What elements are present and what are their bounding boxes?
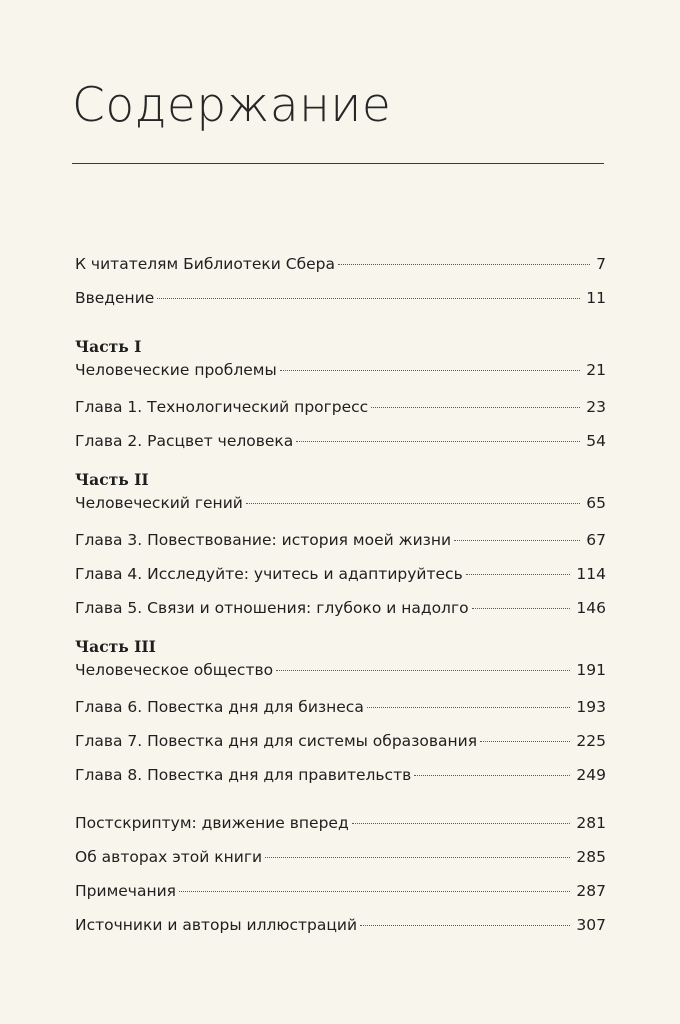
toc-page-number: 21 xyxy=(586,361,606,379)
toc-page-number: 225 xyxy=(576,732,606,750)
dot-leader xyxy=(179,891,570,892)
dot-leader xyxy=(246,503,580,504)
dot-leader xyxy=(454,540,580,541)
toc-entry-label: Глава 8. Повестка дня для правительств xyxy=(75,766,412,784)
title-divider xyxy=(72,163,604,164)
toc-page-number: 281 xyxy=(576,814,606,832)
toc-entry-label: Глава 2. Расцвет человека xyxy=(75,432,294,450)
table-of-contents xyxy=(75,252,606,937)
toc-entry-label: Человеческий гений xyxy=(75,494,243,512)
toc-entry-label: Человеческие проблемы xyxy=(75,361,277,379)
toc-page-number: 193 xyxy=(576,698,606,716)
toc-entry-label: Постскриптум: движение вперед xyxy=(75,814,349,832)
dot-leader xyxy=(276,670,570,671)
part-heading: Часть II xyxy=(75,470,149,489)
dot-leader xyxy=(296,441,580,442)
toc-entry-label: Глава 1. Технологический прогресс xyxy=(75,398,369,416)
toc-entry-label: Примечания xyxy=(75,882,176,900)
dot-leader xyxy=(265,857,570,858)
toc-entry-label: Об авторах этой книги xyxy=(75,848,263,866)
toc-entry[interactable] xyxy=(75,729,606,753)
part-heading: Часть I xyxy=(75,337,142,356)
toc-entry[interactable] xyxy=(75,429,606,453)
dot-leader xyxy=(371,407,580,408)
toc-page-number: 287 xyxy=(576,882,606,900)
toc-entry[interactable] xyxy=(75,845,606,869)
toc-page-number: 23 xyxy=(586,398,606,416)
toc-entry[interactable] xyxy=(75,286,606,310)
toc-entry-label: Глава 7. Повестка дня для системы образования xyxy=(75,732,478,750)
part-heading: Часть III xyxy=(75,637,156,656)
toc-page-number: 114 xyxy=(576,565,606,583)
page-title: Содержание xyxy=(72,78,392,133)
toc-entry[interactable] xyxy=(75,695,606,719)
toc-entry-label: К читателям Библиотеки Сбера xyxy=(75,255,336,273)
toc-part-title[interactable] xyxy=(75,658,606,682)
dot-leader xyxy=(414,775,570,776)
toc-entry-label: Глава 6. Повестка дня для бизнеса xyxy=(75,698,364,716)
dot-leader xyxy=(472,608,571,609)
toc-page-number: 307 xyxy=(576,916,606,934)
toc-entry[interactable] xyxy=(75,913,606,937)
toc-page-number: 146 xyxy=(576,599,606,617)
toc-entry[interactable] xyxy=(75,763,606,787)
toc-entry-label: Глава 4. Исследуйте: учитесь и адаптируйтесь xyxy=(75,565,463,583)
toc-entry-label: Человеческое общество xyxy=(75,661,274,679)
toc-page-number: 11 xyxy=(586,289,606,307)
toc-page-number: 7 xyxy=(596,255,606,273)
toc-part-title[interactable] xyxy=(75,491,606,515)
toc-entry-label: Глава 3. Повествование: история моей жизни xyxy=(75,531,452,549)
toc-entry-label: Введение xyxy=(75,289,155,307)
toc-page-number: 65 xyxy=(586,494,606,512)
dot-leader xyxy=(352,823,571,824)
toc-entry-label: Глава 5. Связи и отношения: глубоко и надолго xyxy=(75,599,469,617)
dot-leader xyxy=(367,707,571,708)
dot-leader xyxy=(480,741,570,742)
toc-entry[interactable] xyxy=(75,811,606,835)
dot-leader xyxy=(280,370,581,371)
toc-entry[interactable] xyxy=(75,562,606,586)
toc-entry[interactable] xyxy=(75,395,606,419)
dot-leader xyxy=(157,298,580,299)
toc-entry[interactable] xyxy=(75,879,606,903)
dot-leader xyxy=(360,925,570,926)
toc-entry[interactable] xyxy=(75,252,606,276)
toc-entry[interactable] xyxy=(75,528,606,552)
toc-page-number: 191 xyxy=(576,661,606,679)
toc-page-number: 249 xyxy=(576,766,606,784)
dot-leader xyxy=(466,574,571,575)
toc-entry-label: Источники и авторы иллюстраций xyxy=(75,916,358,934)
toc-page-number: 285 xyxy=(576,848,606,866)
dot-leader xyxy=(338,264,590,265)
toc-page-number: 67 xyxy=(586,531,606,549)
toc-entry[interactable] xyxy=(75,596,606,620)
toc-part-title[interactable] xyxy=(75,358,606,382)
toc-page-number: 54 xyxy=(586,432,606,450)
